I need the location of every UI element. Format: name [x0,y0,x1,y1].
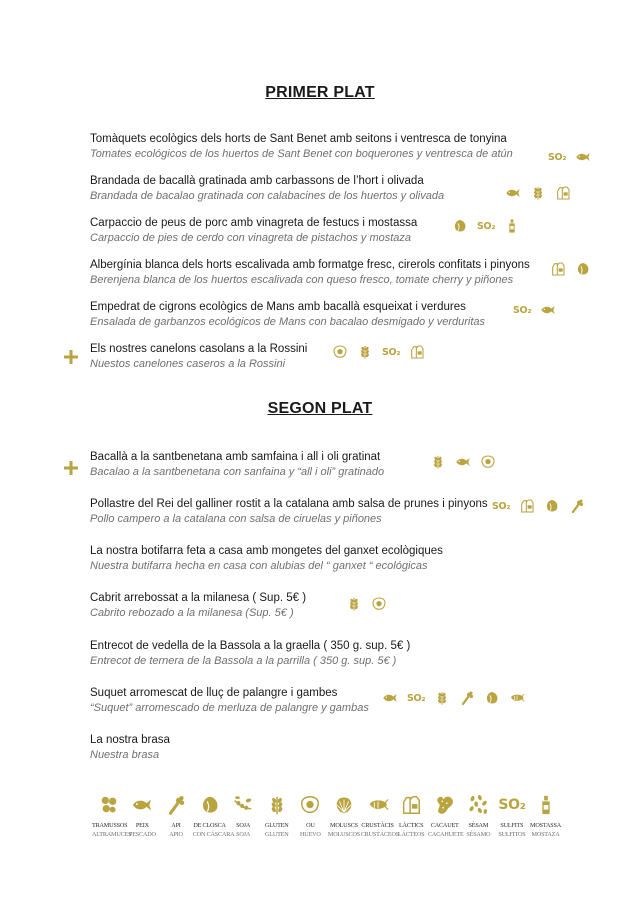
tramussos-icon [98,794,120,816]
legend-item-crustacis [360,792,399,839]
ou-icon [299,794,321,816]
ou-icon [480,454,496,470]
dish-name-spanish: Nuestos canelones caseros a la Rossini [90,358,286,370]
legend-label-spanish: SÉSAMO [466,830,491,838]
menu-item [90,342,550,372]
legend-label-spanish: PESCADO [128,830,156,838]
legend-label-catalan: API [171,822,181,829]
legend-item-soja [226,792,260,839]
legend-label-spanish: CRUSTÁCEOS [360,830,399,838]
legend-label-spanish: ALTRAMUCES [92,830,132,838]
legend-label-catalan: MOSTASSA [530,822,561,829]
ou-icon [371,596,387,612]
gluten-icon [357,344,373,360]
menu-item [90,300,550,330]
menu-item [90,544,550,574]
legend-label-spanish: SOJA [236,830,251,838]
peix-icon [505,185,521,201]
menu-item [90,258,550,288]
allergen-icons [452,217,520,235]
moluscs-icon [333,794,355,816]
crustacis-icon [367,794,389,816]
allergen-icons [346,595,387,613]
crustacis-icon [509,690,525,706]
allergen-icons [513,301,556,319]
dish-name-spanish: Ensalada de garbanzos ecológicos de Mans con bacalao desmigado y verduritas [90,316,486,328]
dish-name-spanish: Nuestra butifarra hecha en casa con alubias del “ ganxet “ ecológicas [90,560,428,572]
legend-icon-wrap [294,792,328,818]
house-special-cross-icon [64,350,78,364]
legend-label-catalan: OU [306,822,315,829]
dish-name-spanish: Tomates ecológicos de los huertos de Sant Benet con boquerones y ventresca de atún [90,148,513,160]
legend-label-spanish: APIO [169,830,183,838]
dish-name-catalan: Suquet arromescat de lluç de palangre i gambes [90,687,338,699]
peix-icon [455,454,471,470]
menu-item [90,174,550,204]
legend-label-catalan: DE CLOSCA [193,822,226,829]
legend-item-lactics [394,792,428,839]
legend-label-spanish: CACAHUETE [427,830,464,838]
legend-item-ou [294,792,328,839]
legend-label-catalan: TRAMUSSOS [92,822,128,829]
sesam-icon [467,794,489,816]
legend-icon-wrap [260,792,294,818]
dish-name-catalan: La nostra brasa [90,734,170,746]
dish-name-catalan: Tomàquets ecològics dels horts de Sant Benet amb seitons i ventresca de tonyina [90,133,507,145]
legend-label-spanish: MOLUSCOS [327,830,360,838]
cacauet-icon [434,794,456,816]
dish-name-catalan: Albergínia blanca dels horts escalivada amb formatge fresc, cirerols confitats i pinyons [90,259,530,271]
dish-name-spanish: Bacalao a la santbenetana con sanfaina y “all i oli” gratinado [90,466,385,478]
legend-label-spanish: MOSTAZA [531,830,560,838]
allergen-icons [430,453,496,471]
legend-item-cacauet [428,792,462,839]
soja-icon [232,794,254,816]
allergen-icons [382,689,525,707]
sulfites-so2-icon: SO₂ [548,151,567,163]
dish-name-catalan: Pollastre del Rei del galliner rostit a la catalana amb salsa de prunes i pinyons [90,498,488,510]
legend-label-catalan: MOLUSCS [330,822,358,829]
dish-name-spanish: Brandada de bacalao gratinada con calabacines de los huertos y olivada [90,190,445,202]
dish-name-catalan: Brandada de bacallà gratinada amb carbassons de l’hort i olivada [90,175,424,187]
closca-icon [199,794,221,816]
dish-name-spanish: Pollo campero a la catalana con salsa de ciruelas y piñones [90,513,382,525]
sulfites-so2-icon: SO₂ [382,346,401,358]
legend-label-spanish: CON CÁSCARA [192,830,235,838]
legend-icon-wrap [226,792,260,818]
legend-icon-wrap [495,792,529,818]
house-special-cross-icon [64,461,78,475]
legend-label-catalan: GLUTEN [264,822,289,829]
dish-name-spanish: Berenjena blanca de los huertos escalivada con queso fresco, tomate cherry y piñones [90,274,514,286]
peix-icon [575,149,591,165]
legend-icon-wrap [159,792,193,818]
peix-icon [540,302,556,318]
allergen-icons [505,184,571,202]
dish-name-catalan: Cabrit arrebossat a la milanesa ( Sup. 5€ ) [90,592,307,604]
dish-name-spanish: Cabrito rebozado a la milanesa (Sup. 5€ ) [90,607,294,619]
legend-item-sesam [462,792,496,839]
dish-name-catalan: Bacallà a la santbenetana amb samfaina i all i oli gratinat [90,451,381,463]
legend-label-catalan: PEIX [135,822,149,829]
menu-item [90,132,550,162]
sulfites-so2-icon: SO₂ [498,797,526,813]
legend-icon-wrap [394,792,428,818]
closca-icon [484,690,500,706]
sulfites-so2-icon: SO₂ [407,692,426,704]
legend-label-catalan: SOJA [236,822,251,829]
peix-icon [382,690,398,706]
sulfites-so2-icon: SO₂ [513,304,532,316]
api-icon [459,690,475,706]
lactics-icon [550,261,566,277]
dish-name-catalan: Els nostres canelons casolans a la Rossini [90,343,308,355]
legend-item-tramussos [92,792,132,839]
dish-name-catalan: Carpaccio de peus de porc amb vinagreta de festucs i mostassa [90,217,418,229]
legend-item-peix [126,792,160,839]
legend-icon-wrap [126,792,160,818]
dish-name-spanish: Nuestra brasa [90,749,160,761]
legend-item-api [159,792,193,839]
allergen-icons [332,343,425,361]
legend-label-spanish: HUEVO [300,830,321,838]
mostassa-icon [535,794,557,816]
legend-label-catalan: SÈSAM [468,822,489,829]
menu-item [90,639,550,669]
legend-item-moluscs [327,792,361,839]
legend-item-gluten [260,792,294,839]
lactics-icon [555,185,571,201]
gluten-icon [530,185,546,201]
legend-icon-wrap [529,792,563,818]
legend-icon-wrap [193,792,227,818]
legend-label-spanish: GLUTEN [264,830,289,838]
legend-label-catalan: LÀCTICS [398,822,424,829]
menu-item [90,591,550,621]
menu-item [90,733,550,763]
mostassa-icon [504,218,520,234]
section-title-segon-plat: SEGON PLAT [267,400,373,417]
lactics-icon [409,344,425,360]
lactics-icon [519,498,535,514]
dish-name-catalan: Entrecot de vedella de la Bassola a la graella ( 350 g. sup. 5€ ) [90,640,411,652]
dish-name-spanish: Entrecot de ternera de la Bassola a la parrilla ( 350 g. sup. 5€ ) [90,655,397,667]
dish-name-catalan: La nostra botifarra feta a casa amb mongetes del ganxet ecològiques [90,545,443,557]
legend-label-spanish: LÁCTEOS [397,830,425,838]
legend-label-spanish: SULFITOS [498,830,526,838]
sulfites-so2-icon: SO₂ [492,500,511,512]
allergen-legend [92,792,562,839]
gluten-icon [266,794,288,816]
peix-icon [131,794,153,816]
legend-icon-wrap [361,792,395,818]
closca-icon [452,218,468,234]
lactics-icon [400,794,422,816]
section-title-primer-plat: PRIMER PLAT [265,84,375,101]
legend-label-catalan: SULFITS [500,822,524,829]
gluten-icon [430,454,446,470]
legend-label-catalan: CRUSTÀCIS [361,822,394,829]
api-icon [165,794,187,816]
ou-icon [332,344,348,360]
legend-icon-wrap [462,792,496,818]
api-icon [569,498,585,514]
menu-item [90,497,550,527]
legend-item-mostassa [529,792,563,839]
legend-icon-wrap [428,792,462,818]
legend-icon-wrap [92,792,126,818]
dish-name-spanish: “Suquet” arromescado de merluza de palangre y gambas [90,702,369,714]
sulfites-so2-icon: SO₂ [477,220,496,232]
closca-icon [575,261,591,277]
gluten-icon [434,690,450,706]
allergen-icons [492,497,585,515]
legend-item-sulfites [495,792,529,839]
dish-name-spanish: Carpaccio de pies de cerdo con vinagreta de pistachos y mostaza [90,232,412,244]
closca-icon [544,498,560,514]
gluten-icon [346,596,362,612]
dish-name-catalan: Empedrat de cigrons ecològics de Mans amb bacallà esqueixat i verdures [90,301,466,313]
legend-label-catalan: CACAUET [430,822,459,829]
legend-item-closca [192,792,235,839]
allergen-icons [550,260,591,278]
allergen-icons [548,148,591,166]
legend-icon-wrap [327,792,361,818]
